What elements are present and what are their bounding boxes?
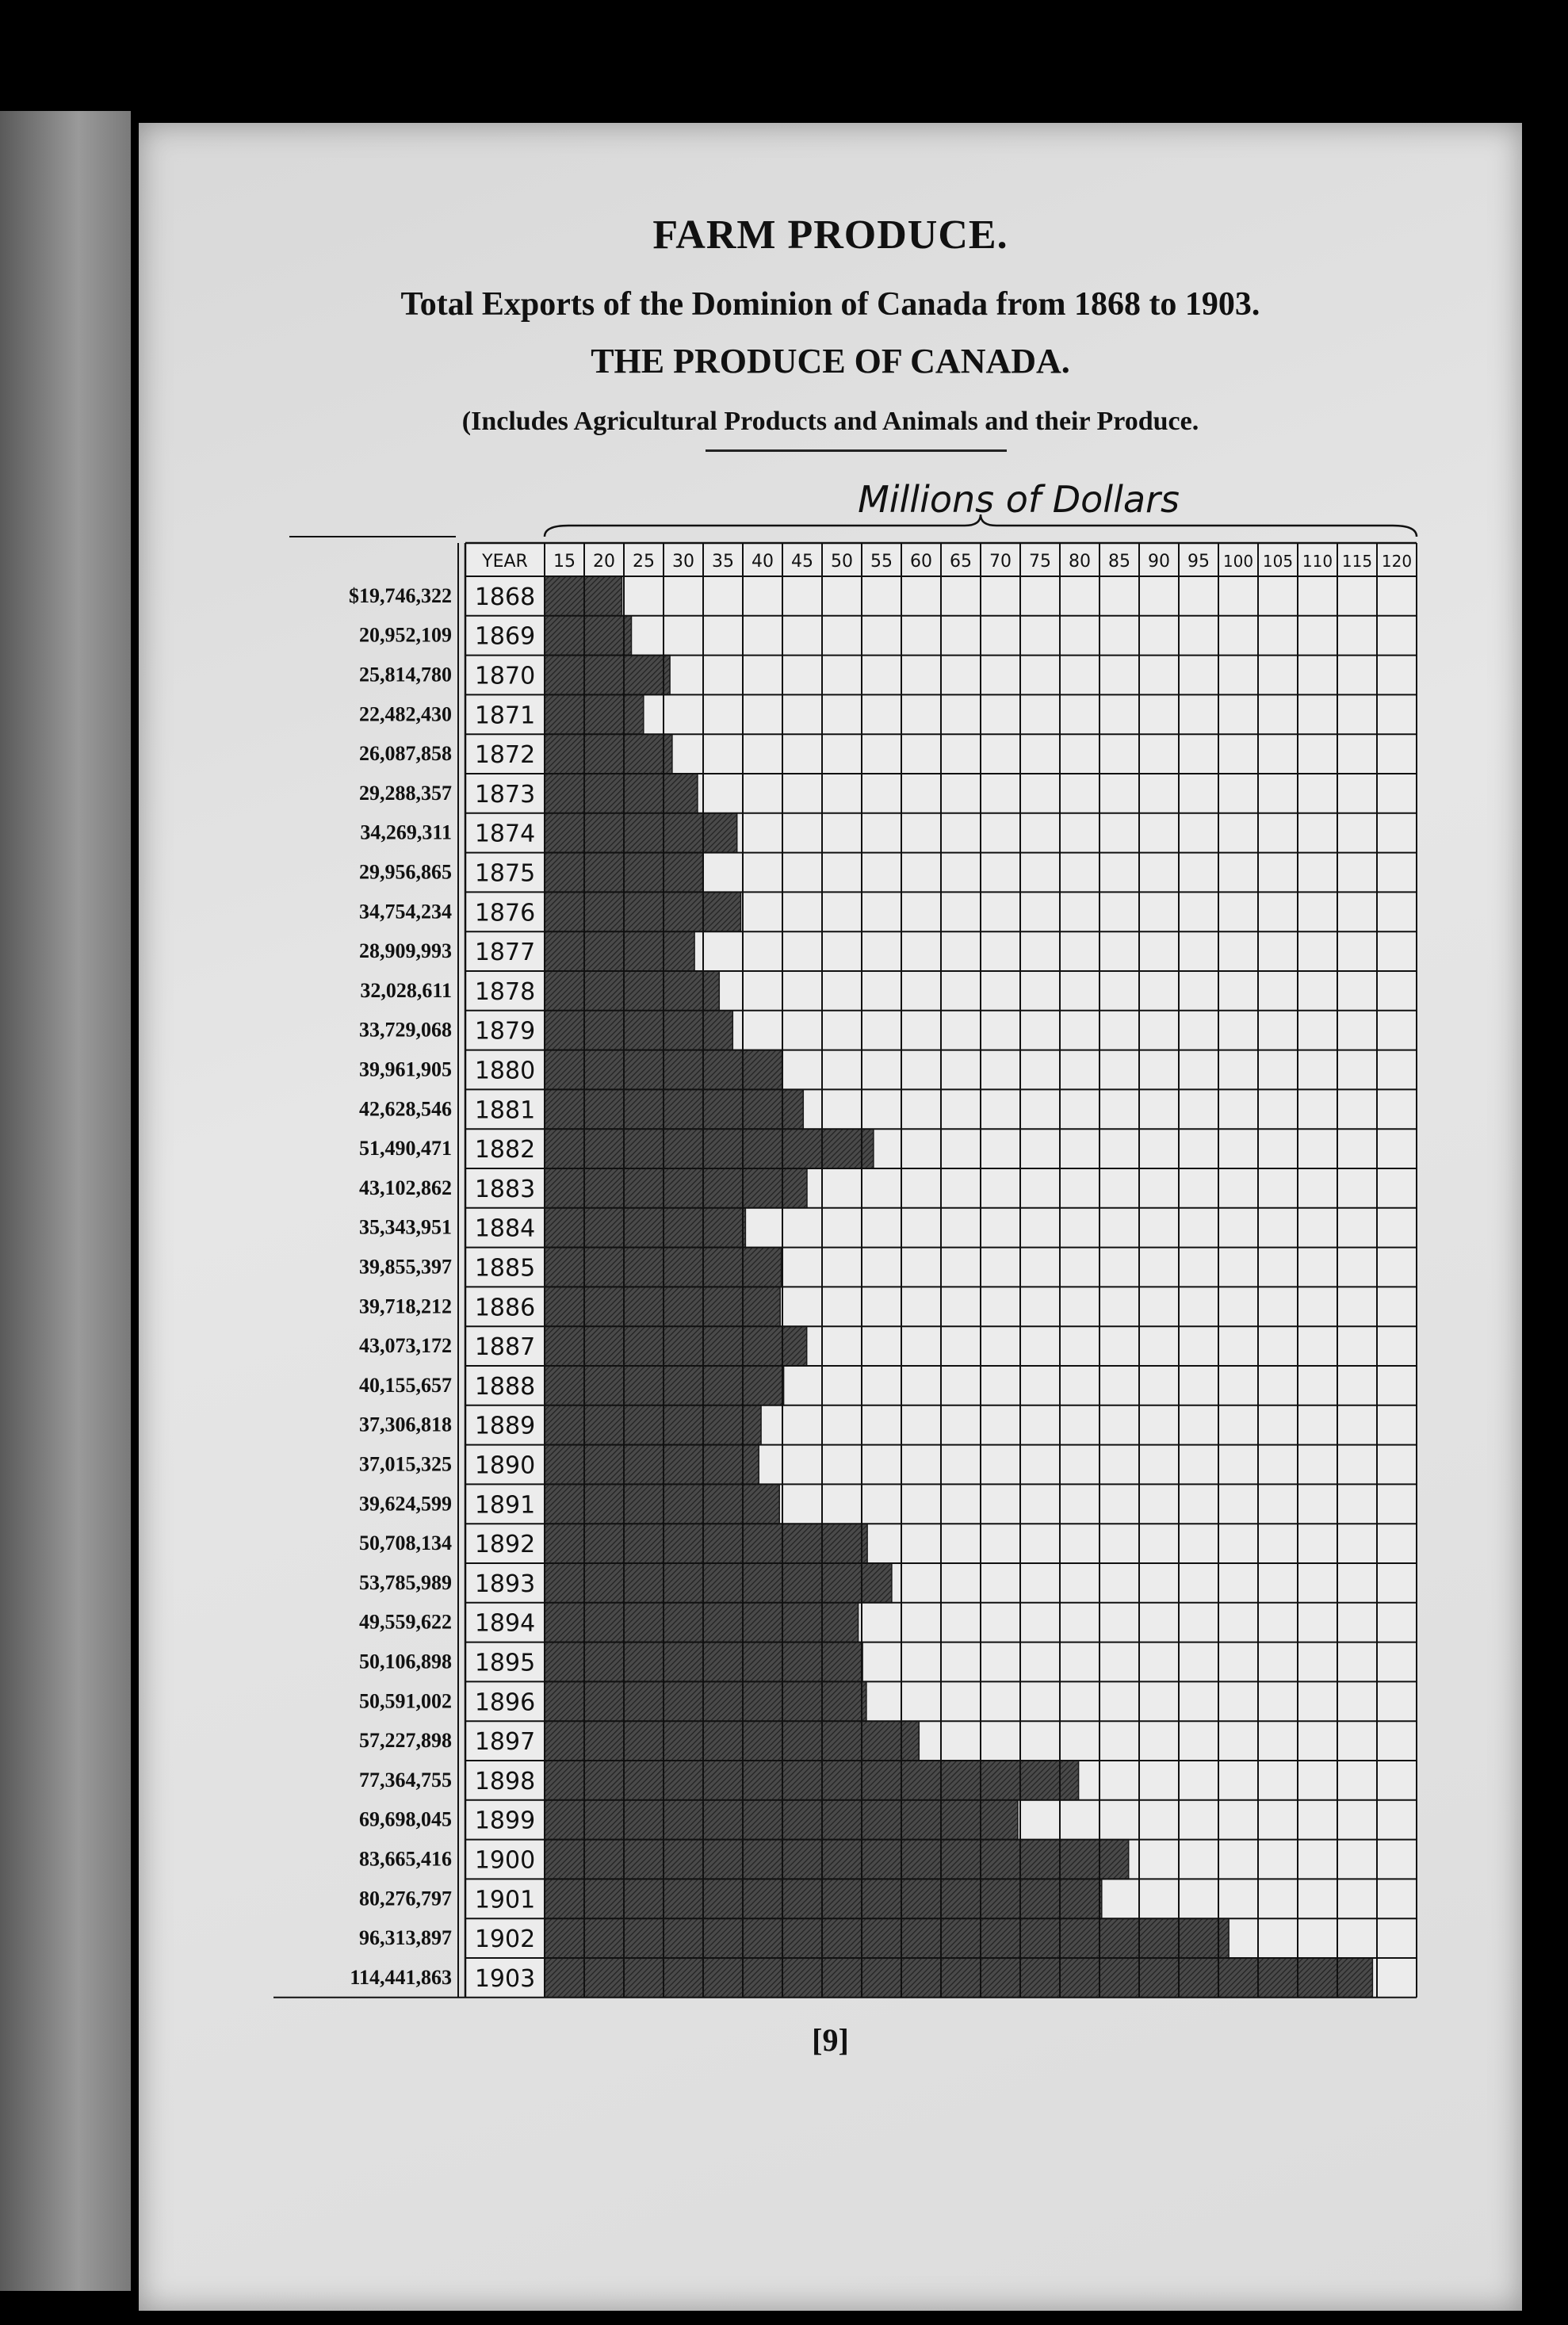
value-label: 32,028,611 — [360, 978, 452, 1002]
bar-1901 — [545, 1879, 1102, 1918]
x-tick-label: 40 — [751, 552, 774, 572]
year-label: 1897 — [474, 1728, 536, 1757]
bar-1870 — [545, 656, 670, 695]
year-label: 1879 — [474, 1017, 536, 1046]
value-label: 43,073,172 — [359, 1334, 452, 1358]
x-tick-label: 115 — [1341, 552, 1373, 571]
x-tick-label: 105 — [1262, 552, 1294, 571]
value-label: 69,698,045 — [359, 1807, 452, 1831]
value-label: 37,306,818 — [359, 1413, 452, 1436]
bar-1886 — [545, 1287, 780, 1326]
year-label: 1884 — [474, 1214, 536, 1243]
year-label: 1901 — [474, 1886, 536, 1914]
year-label: 1890 — [474, 1451, 536, 1480]
year-label: 1894 — [474, 1609, 536, 1638]
bar-1894 — [545, 1603, 859, 1642]
bar-1868 — [545, 576, 622, 616]
value-label: 34,754,234 — [359, 900, 452, 923]
year-label: 1885 — [474, 1254, 536, 1283]
value-label: 80,276,797 — [359, 1887, 452, 1910]
year-label: 1898 — [474, 1767, 536, 1795]
bar-1869 — [545, 616, 632, 656]
value-label: 77,364,755 — [359, 1768, 452, 1792]
year-label: 1877 — [474, 939, 536, 967]
bar-1878 — [545, 971, 719, 1011]
x-tick-label: 100 — [1222, 552, 1254, 571]
year-label: 1869 — [474, 622, 536, 651]
value-label: 25,814,780 — [359, 663, 452, 686]
value-label: 26,087,858 — [359, 742, 452, 766]
bar-1871 — [545, 694, 644, 734]
year-label: 1878 — [474, 977, 536, 1006]
x-tick-label: 35 — [712, 552, 734, 572]
x-tick-label: 70 — [989, 552, 1012, 572]
value-label: 51,490,471 — [359, 1137, 452, 1161]
year-label: 1900 — [474, 1846, 536, 1875]
bar-1899 — [545, 1800, 1018, 1840]
bar-1893 — [545, 1563, 892, 1603]
value-label: 50,106,898 — [359, 1650, 452, 1673]
value-label: 49,559,622 — [359, 1610, 452, 1634]
year-label: 1893 — [474, 1570, 536, 1598]
year-label: 1876 — [474, 899, 536, 927]
x-tick-label: 120 — [1381, 552, 1413, 571]
value-label: 96,313,897 — [359, 1926, 452, 1950]
x-tick-label: 50 — [831, 552, 853, 572]
chart — [139, 123, 1522, 2311]
value-label: 42,628,546 — [359, 1097, 452, 1121]
year-label: 1895 — [474, 1649, 536, 1677]
x-tick-label: 45 — [791, 552, 813, 572]
year-label: 1873 — [474, 780, 536, 809]
bar-1896 — [545, 1681, 866, 1721]
x-tick-label: 95 — [1187, 552, 1210, 572]
year-label: 1888 — [474, 1372, 536, 1401]
section-heading: THE PRODUCE OF CANADA. — [591, 342, 1070, 380]
value-label: 29,956,865 — [359, 860, 452, 884]
x-tick-label: 85 — [1108, 552, 1130, 572]
x-tick-label: 75 — [1029, 552, 1051, 572]
value-label: 34,269,311 — [360, 820, 452, 844]
x-tick-label: 110 — [1302, 552, 1333, 571]
includes-note: (Includes Agricultural Products and Animals and their Produce. — [461, 407, 1199, 436]
value-label: 114,441,863 — [350, 1965, 452, 1989]
year-label: 1886 — [474, 1294, 536, 1322]
bar-1877 — [545, 931, 694, 971]
page — [139, 123, 1522, 2311]
value-label: 39,961,905 — [359, 1057, 452, 1081]
bar-1882 — [545, 1129, 874, 1168]
value-label: $19,746,322 — [349, 583, 452, 607]
value-label: 39,855,397 — [359, 1255, 452, 1279]
year-label: 1883 — [474, 1175, 536, 1203]
year-label: 1896 — [474, 1688, 536, 1717]
bar-1892 — [545, 1524, 867, 1563]
x-tick-label: 60 — [910, 552, 932, 572]
bar-1876 — [545, 892, 741, 931]
year-label: 1875 — [474, 859, 536, 888]
year-label: 1899 — [474, 1807, 536, 1835]
bar-1881 — [545, 1089, 803, 1129]
axis-brace — [545, 514, 1417, 537]
bar-1891 — [545, 1484, 779, 1524]
left-page-edge — [0, 111, 131, 2291]
x-axis-label: Millions of Dollars — [858, 478, 1180, 521]
bar-1898 — [545, 1761, 1079, 1800]
value-label: 37,015,325 — [359, 1452, 452, 1476]
x-tick-label: 55 — [870, 552, 893, 572]
value-label: 43,102,862 — [359, 1176, 452, 1199]
year-label: 1868 — [474, 583, 536, 611]
bar-1902 — [545, 1918, 1229, 1958]
page-subtitle: Total Exports of the Dominion of Canada from 1868 to 1903. — [400, 286, 1260, 323]
year-label: 1892 — [474, 1531, 536, 1559]
year-label: 1881 — [474, 1096, 536, 1125]
value-label: 39,624,599 — [359, 1492, 452, 1516]
bar-1900 — [545, 1840, 1129, 1880]
bar-1903 — [545, 1958, 1372, 1998]
x-tick-label: 15 — [553, 552, 576, 572]
bar-1890 — [545, 1445, 759, 1485]
value-label: 22,482,430 — [359, 702, 452, 726]
bar-1897 — [545, 1721, 919, 1761]
year-column-header: YEAR — [482, 552, 528, 572]
year-label: 1882 — [474, 1136, 536, 1164]
bar-1872 — [545, 734, 672, 774]
value-label: 53,785,989 — [359, 1570, 452, 1594]
bar-1873 — [545, 774, 698, 813]
bar-1884 — [545, 1208, 745, 1248]
x-tick-label: 30 — [672, 552, 694, 572]
value-label: 57,227,898 — [359, 1729, 452, 1753]
value-label: 20,952,109 — [359, 623, 452, 647]
bar-1874 — [545, 813, 737, 853]
x-tick-label: 20 — [593, 552, 615, 572]
year-label: 1871 — [474, 702, 536, 730]
bar-1889 — [545, 1405, 761, 1445]
page-number: [9] — [812, 2022, 849, 2058]
value-label: 33,729,068 — [359, 1018, 452, 1042]
year-label: 1870 — [474, 662, 536, 690]
value-label: 50,708,134 — [359, 1532, 452, 1555]
year-label: 1903 — [474, 1964, 536, 1993]
year-label: 1891 — [474, 1491, 536, 1520]
bar-1879 — [545, 1011, 732, 1050]
x-tick-label: 90 — [1148, 552, 1170, 572]
x-tick-label: 80 — [1069, 552, 1091, 572]
x-tick-label: 65 — [950, 552, 972, 572]
value-label: 35,343,951 — [359, 1215, 452, 1239]
year-label: 1887 — [474, 1333, 536, 1362]
value-label: 40,155,657 — [359, 1373, 452, 1397]
value-label: 39,718,212 — [359, 1294, 452, 1318]
value-label: 50,591,002 — [359, 1689, 452, 1713]
year-label: 1874 — [474, 820, 536, 848]
year-label: 1889 — [474, 1412, 536, 1440]
year-label: 1872 — [474, 741, 536, 770]
value-label: 28,909,993 — [359, 939, 452, 963]
year-label: 1902 — [474, 1925, 536, 1954]
page-title: FARM PRODUCE. — [652, 212, 1008, 258]
x-tick-label: 25 — [633, 552, 655, 572]
year-label: 1880 — [474, 1057, 536, 1085]
value-label: 83,665,416 — [359, 1847, 452, 1871]
value-label: 29,288,357 — [359, 781, 452, 805]
